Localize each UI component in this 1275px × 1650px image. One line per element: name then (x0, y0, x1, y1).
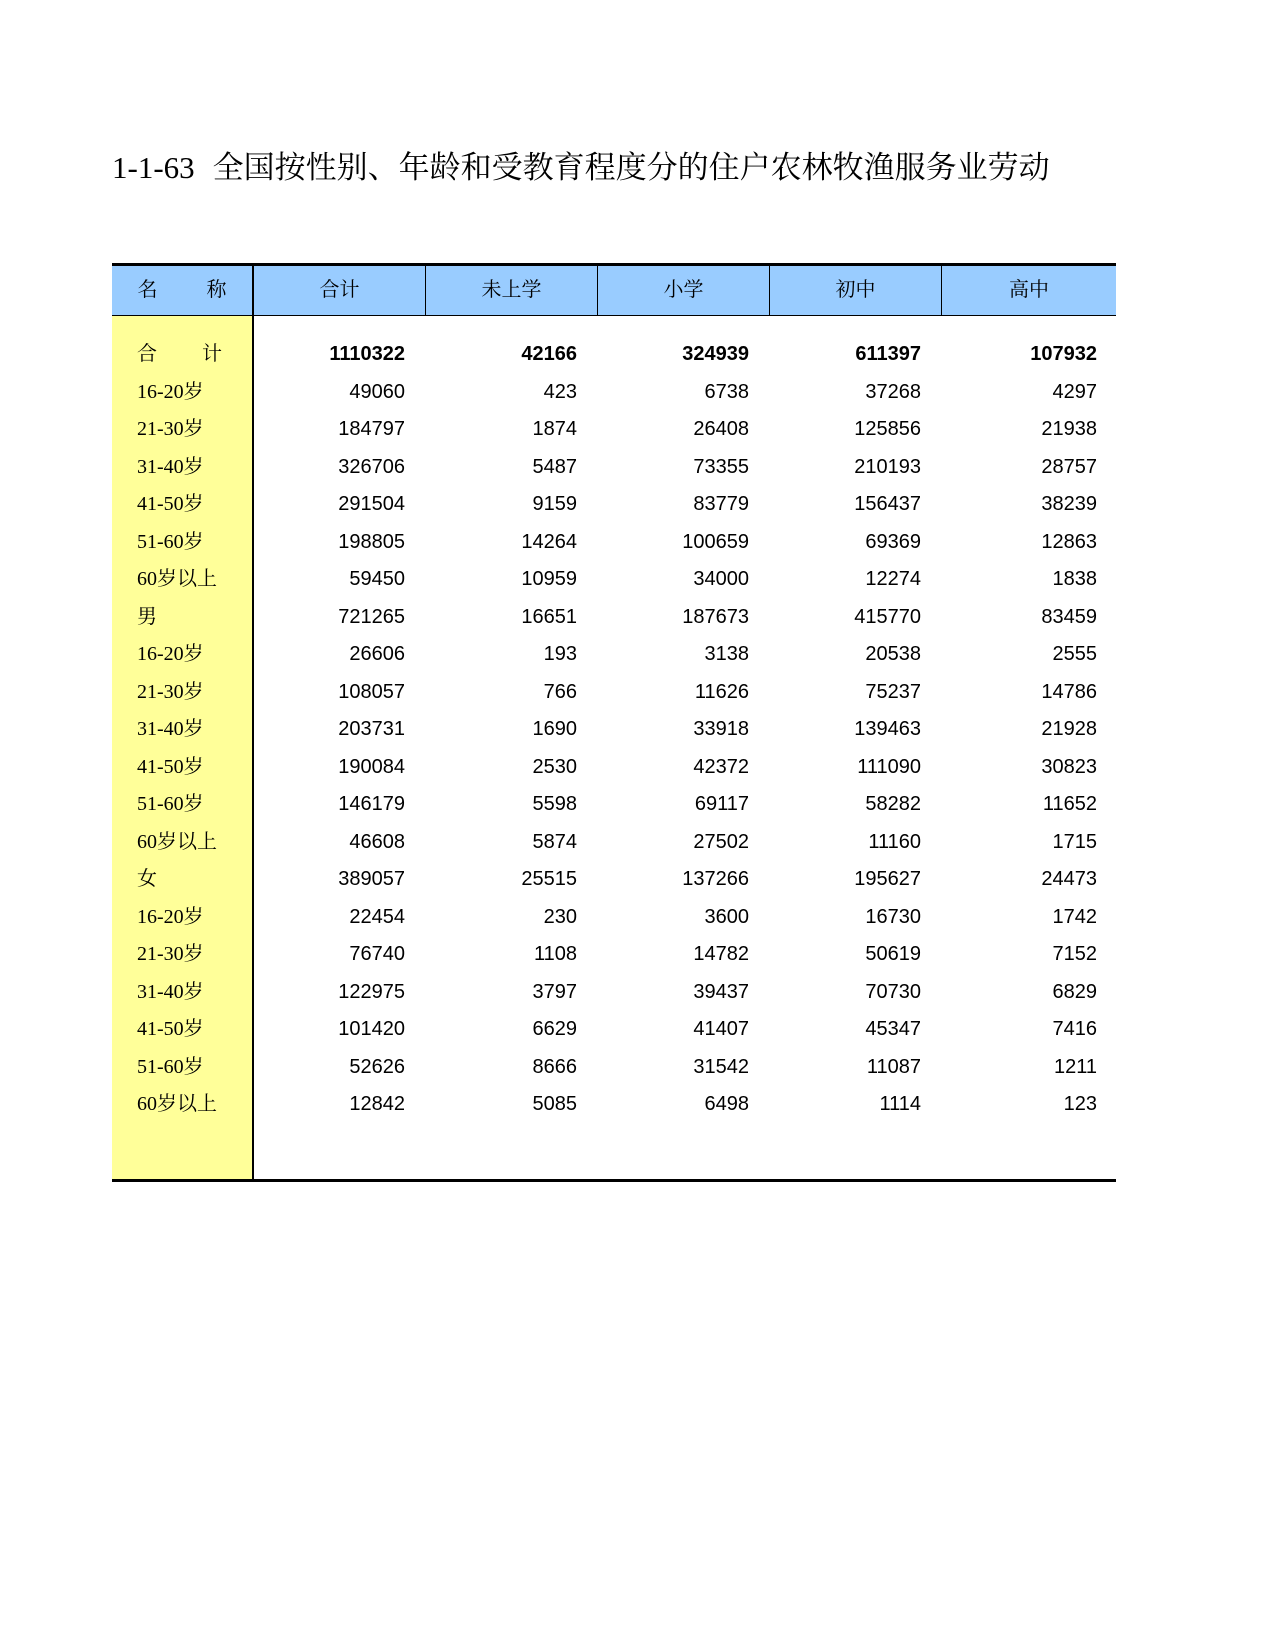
row-label: 女 (137, 868, 157, 890)
column-header-senior-high: 高中 (1009, 279, 1049, 301)
column-header-primary: 小学 (598, 266, 770, 315)
table-cell: 1110322 (329, 343, 405, 365)
table-cell: 4297 (1052, 380, 1097, 403)
table-cell: 190084 (338, 755, 405, 778)
table-cell: 291504 (338, 493, 405, 515)
table-row (112, 1011, 1116, 1049)
table-cell: 11160 (868, 830, 921, 853)
row-label: 51-60岁 (137, 1055, 204, 1078)
table-cell: 1742 (1052, 905, 1097, 928)
table-row (112, 861, 1116, 899)
table-cell: 14782 (693, 943, 749, 965)
table-cell: 42166 (521, 343, 577, 365)
table-cell: 125856 (854, 418, 921, 440)
table-cell: 25515 (521, 868, 577, 890)
table-row (112, 674, 1116, 712)
table-cell: 83459 (1041, 605, 1097, 628)
column-header-no-school: 未上学 (426, 266, 598, 315)
table-cell: 611397 (855, 343, 921, 365)
table-cell: 28757 (1041, 455, 1097, 478)
row-label: 31-40岁 (137, 455, 204, 478)
table-cell: 70730 (865, 980, 921, 1003)
table-row (112, 374, 1116, 412)
table-cell: 12863 (1041, 530, 1097, 553)
table-cell: 34000 (693, 568, 749, 590)
table-cell: 2530 (532, 755, 577, 778)
table-cell: 45347 (865, 1018, 921, 1040)
row-label: 21-30岁 (137, 680, 204, 703)
table-row (112, 1049, 1116, 1087)
row-label: 21-30岁 (137, 943, 204, 965)
table-cell: 6629 (532, 1018, 577, 1040)
table-cell: 326706 (338, 455, 405, 478)
table-cell: 38239 (1041, 493, 1097, 515)
table-cell: 58282 (865, 793, 921, 815)
table-cell: 101420 (338, 1018, 405, 1040)
table-cell: 423 (543, 380, 577, 403)
table-row (112, 336, 1116, 374)
table-code: 1-1-63 (112, 150, 195, 185)
table-cell: 146179 (338, 793, 405, 815)
table-cell: 3797 (532, 980, 577, 1003)
table-cell: 6738 (704, 380, 749, 403)
table-cell: 766 (543, 680, 577, 703)
table-cell: 3600 (704, 905, 749, 928)
table-row (112, 524, 1116, 562)
table-cell: 16651 (521, 605, 577, 628)
table-cell: 123 (1063, 1093, 1097, 1115)
table-cell: 39437 (693, 980, 749, 1003)
row-label: 男 (137, 605, 157, 628)
table-cell: 27502 (693, 830, 749, 853)
table-cell: 5598 (532, 793, 577, 815)
row-label: 41-50岁 (137, 755, 204, 778)
row-label: 16-20岁 (137, 380, 204, 403)
table-row (112, 711, 1116, 749)
table-row (112, 449, 1116, 487)
table-cell: 37268 (865, 380, 921, 403)
row-label: 51-60岁 (137, 793, 204, 815)
table-cell: 198805 (338, 530, 405, 553)
row-label: 31-40岁 (137, 718, 204, 740)
table-cell: 108057 (338, 680, 405, 703)
table-cell: 210193 (854, 455, 921, 478)
data-table (112, 263, 1116, 1185)
row-label: 16-20岁 (137, 643, 204, 665)
column-header-name: 名 称 (112, 266, 254, 315)
table-cell: 7416 (1052, 1018, 1097, 1040)
table-cell: 100659 (682, 530, 749, 553)
table-cell: 11087 (866, 1055, 921, 1078)
table-row (112, 1086, 1116, 1124)
table-cell: 75237 (865, 680, 921, 703)
table-cell: 24473 (1041, 868, 1097, 890)
table-title-text: 全国按性别、年龄和受教育程度分的住户农林牧渔服务业劳动 (212, 150, 1050, 185)
table-row (112, 899, 1116, 937)
table-cell: 195627 (854, 868, 921, 890)
table-cell: 721265 (338, 605, 405, 628)
table-cell: 41407 (693, 1018, 749, 1040)
table-cell: 1838 (1052, 568, 1097, 590)
table-cell: 26408 (693, 418, 749, 440)
table-cell: 6498 (704, 1093, 749, 1115)
table-cell: 10959 (521, 568, 577, 590)
column-header-junior-high: 初中 (770, 266, 942, 315)
row-label: 51-60岁 (137, 530, 204, 553)
table-cell: 107932 (1030, 343, 1097, 365)
table-cell: 42372 (693, 755, 749, 778)
table-row (112, 974, 1116, 1012)
table-cell: 193 (543, 643, 577, 665)
table-cell: 30823 (1041, 755, 1097, 778)
row-label: 合 计 (137, 343, 242, 365)
table-cell: 137266 (682, 868, 749, 890)
table-cell: 76740 (349, 943, 405, 965)
table-cell: 50619 (865, 943, 921, 965)
column-header-total: 合计 (254, 266, 426, 315)
table-row (112, 411, 1116, 449)
table-bottom-rule (112, 1179, 1116, 1182)
table-row (112, 636, 1116, 674)
table-cell: 111090 (857, 755, 921, 778)
row-label: 41-50岁 (137, 493, 204, 515)
table-cell: 230 (543, 905, 577, 928)
table-cell: 46608 (349, 830, 405, 853)
table-cell: 5085 (532, 1093, 577, 1115)
table-cell: 20538 (865, 643, 921, 665)
table-cell: 8666 (532, 1055, 577, 1078)
table-cell: 7152 (1052, 943, 1097, 965)
table-cell: 59450 (349, 568, 405, 590)
table-cell: 31542 (693, 1055, 749, 1078)
row-label: 60岁以上 (137, 568, 217, 590)
table-cell: 49060 (349, 380, 405, 403)
table-row (112, 936, 1116, 974)
table-row (112, 749, 1116, 787)
table-cell: 1114 (879, 1093, 921, 1115)
table-row (112, 824, 1116, 862)
table-cell: 1874 (532, 418, 577, 440)
table-cell: 16730 (865, 905, 921, 928)
table-cell: 14786 (1041, 680, 1097, 703)
table-cell: 73355 (693, 455, 749, 478)
table-cell: 69369 (865, 530, 921, 553)
table-cell: 156437 (854, 493, 921, 515)
table-header-row (112, 266, 1116, 316)
table-row (112, 561, 1116, 599)
table-cell: 11626 (694, 680, 749, 703)
table-row (112, 599, 1116, 637)
row-label: 21-30岁 (137, 418, 204, 440)
table-cell: 52626 (349, 1055, 405, 1078)
table-cell: 2555 (1052, 643, 1097, 665)
table-cell: 139463 (854, 718, 921, 740)
table-cell: 184797 (338, 418, 405, 440)
title-area (112, 140, 1116, 200)
table-cell: 21938 (1041, 418, 1097, 440)
table-cell: 1211 (1053, 1055, 1097, 1078)
table-cell: 33918 (693, 718, 749, 740)
table-cell: 187673 (682, 605, 749, 628)
table-cell: 3138 (704, 643, 749, 665)
table-cell: 6829 (1052, 980, 1097, 1003)
table-cell: 122975 (338, 980, 405, 1003)
table-cell: 22454 (349, 905, 405, 928)
table-row (112, 486, 1116, 524)
table-cell: 21928 (1041, 718, 1097, 740)
table-cell: 203731 (338, 718, 405, 740)
table-row (112, 786, 1116, 824)
table-cell: 1715 (1052, 830, 1097, 853)
row-label: 60岁以上 (137, 830, 217, 853)
row-label: 60岁以上 (137, 1093, 217, 1115)
table-cell: 1690 (532, 718, 577, 740)
table-cell: 389057 (338, 868, 405, 890)
table-cell: 83779 (693, 493, 749, 515)
table-cell: 324939 (682, 343, 749, 365)
table-cell: 12274 (865, 568, 921, 590)
table-cell: 12842 (349, 1093, 405, 1115)
row-label: 16-20岁 (137, 905, 204, 928)
table-cell: 5487 (532, 455, 577, 478)
row-label: 31-40岁 (137, 980, 204, 1003)
row-label: 41-50岁 (137, 1018, 204, 1040)
table-cell: 11652 (1042, 793, 1097, 815)
table-cell: 9159 (532, 493, 577, 515)
table-cell: 14264 (521, 530, 577, 553)
table-cell: 5874 (532, 830, 577, 853)
table-cell: 26606 (349, 643, 405, 665)
table-cell: 1108 (533, 943, 577, 965)
table-title (112, 140, 1116, 196)
table-cell: 415770 (854, 605, 921, 628)
table-cell: 69117 (694, 793, 749, 815)
